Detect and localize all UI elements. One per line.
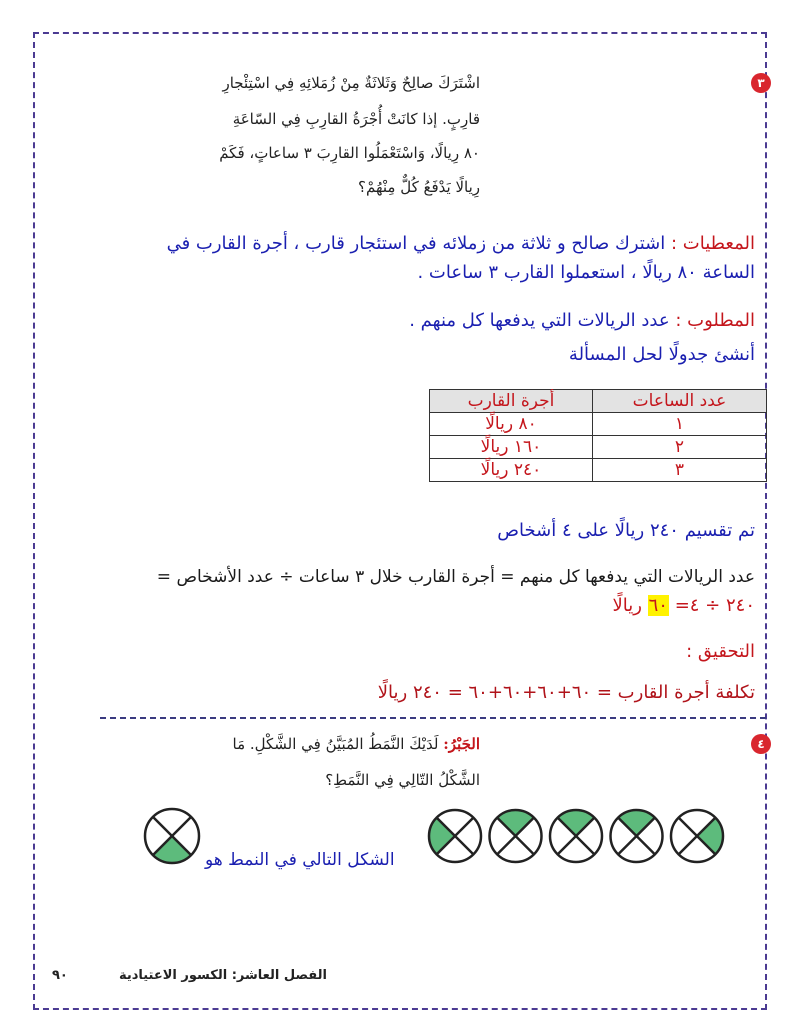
answer-text: الشكل التالي في النمط هو	[205, 850, 395, 870]
table-cell-fee: ١٦٠ ريالًا	[430, 436, 593, 459]
question-4-text: لَدَيْكَ النَّمَطُ المُبَيَّنُ فِي الشَّكْلِ. مَا	[232, 735, 444, 753]
page-number: ٩٠	[52, 968, 68, 983]
calculation-line	[612, 595, 755, 616]
divide-statement: تم تقسيم ٢٤٠ ريالًا على ٤ أشخاص	[497, 520, 755, 541]
given-label: المعطيات :	[671, 233, 755, 254]
question-3-line-4: رِيالًا يَدْفَعُ كُلٌّ مِنْهُمْ؟	[358, 178, 480, 196]
given-line-1	[167, 233, 755, 254]
page-footer	[52, 968, 327, 983]
table-header-fee: أجرة القارب	[430, 390, 593, 413]
given-line-2: الساعة ٨٠ ريالًا ، استعملوا القارب ٣ ساعات .	[417, 262, 755, 283]
required-line	[409, 310, 755, 331]
section-divider	[100, 717, 766, 719]
chapter-title: الكسور الاعتيادية	[118, 968, 232, 983]
make-table-instruction: أنشئ جدولًا لحل المسألة	[568, 344, 755, 365]
table-cell-hours: ٣	[592, 459, 766, 482]
table-cell-fee: ٨٠ ريالًا	[430, 413, 593, 436]
calc-answer-highlight: ٦٠	[648, 595, 668, 616]
question-3-line-1: اشْتَرَكَ صالِحٌ وَثَلاثَةٌ مِنْ زُمَلائِهِ فِي اسْتِئْجارِ	[222, 74, 480, 92]
question-4-line-2: الشَّكْلُ التّالِي فِي النَّمَطِ؟	[325, 771, 480, 789]
required-text: عدد الريالات التي يدفعها كل منهم .	[409, 310, 676, 331]
table-cell-hours: ١	[592, 413, 766, 436]
table-header-row	[430, 390, 767, 413]
chapter-label: الفصل العاشر:	[231, 968, 327, 983]
table-row	[430, 413, 767, 436]
table-header-hours: عدد الساعات	[592, 390, 766, 413]
verify-line: تكلفة أجرة القارب = ٦٠+٦٠+٦٠+٦٠ = ٢٤٠ ريالًا	[377, 682, 755, 703]
question-4-line-1	[233, 735, 481, 753]
question-3-line-3: ٨٠ رِيالًا، وَاسْتَعْمَلُوا القارِبَ ٣ ساعاتٍ، فَكَمْ	[219, 144, 480, 162]
calc-expression: ٢٤٠ ÷ ٤=	[668, 595, 755, 616]
table-cell-fee: ٢٤٠ ريالًا	[430, 459, 593, 482]
given-text: اشترك صالح و ثلاثة من زملائه في استئجار قارب ، أجرة القارب في	[166, 233, 671, 254]
required-label: المطلوب :	[675, 310, 755, 331]
question-3-line-2: قارِبٍ. إذا كانَتْ أُجْرَةُ القارِبِ فِي السّاعَةِ	[232, 110, 480, 128]
formula-line: عدد الريالات التي يدفعها كل منهم = أجرة القارب خلال ٣ ساعات ÷ عدد الأشخاص =	[156, 567, 755, 587]
question-3-number-badge: ٣	[751, 73, 771, 93]
question-4-number-badge: ٤	[751, 734, 771, 754]
table-row	[430, 436, 767, 459]
algebra-label: الجَبْرُ:	[443, 735, 480, 753]
table-row	[430, 459, 767, 482]
calc-unit: ريالًا	[612, 595, 648, 616]
verify-label: التحقيق :	[686, 641, 755, 662]
fee-table	[429, 389, 767, 482]
table-cell-hours: ٢	[592, 436, 766, 459]
